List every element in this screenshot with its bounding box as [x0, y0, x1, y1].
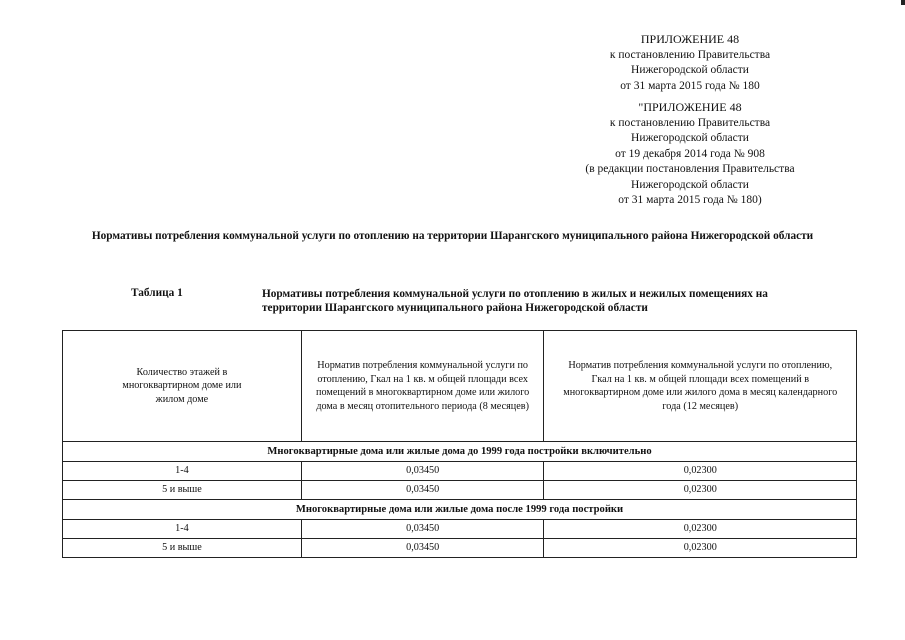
heating-period-cell: 0,03450: [301, 520, 544, 539]
header-line: Нижегородской области: [631, 64, 749, 76]
header-line: ПРИЛОЖЕНИЕ 48: [640, 32, 740, 46]
header-line: к постановлению Правительства: [609, 116, 771, 129]
header-line: от 31 марта 2015 года № 180): [618, 194, 762, 206]
norms-table: [62, 330, 857, 558]
table-header-row: [63, 331, 857, 442]
table-label: Таблица 1: [131, 287, 183, 299]
floors-cell: 1-4: [63, 462, 302, 481]
calendar-year-cell: 0,02300: [544, 520, 857, 539]
heating-period-cell: 0,03450: [301, 539, 544, 558]
header-line: от 19 декабря 2014 года № 908: [615, 147, 765, 160]
floors-cell: 5 и выше: [63, 539, 302, 558]
header-line: "ПРИЛОЖЕНИЕ 48: [638, 100, 742, 114]
floors-cell: 1-4: [63, 520, 302, 539]
calendar-year-cell: 0,02300: [544, 539, 857, 558]
floors-cell: 5 и выше: [63, 481, 302, 500]
header-line: (в редакции постановления Правительства: [585, 163, 795, 175]
table-row: [63, 520, 857, 539]
appendix-header: [560, 32, 820, 209]
header-line: Нижегородской области: [631, 132, 749, 144]
header-line: Нижегородской области: [631, 178, 749, 191]
scan-mark: [901, 0, 905, 5]
heating-period-cell: 0,03450: [301, 481, 544, 500]
document-title: Нормативы потребления коммунальной услуги по отоплению на территории Шарангского муниципального района Нижегородской области: [91, 230, 814, 242]
section-row: [63, 500, 857, 520]
table-row: [63, 539, 857, 558]
header-line: от 31 марта 2015 года № 180: [620, 79, 760, 92]
calendar-year-cell: 0,02300: [544, 481, 857, 500]
calendar-year-cell: 0,02300: [544, 462, 857, 481]
section-row: [63, 442, 857, 462]
header-floors: Количество этажей в многоквартирном доме или жилом доме: [63, 331, 302, 442]
header-line: к постановлению Правительства: [609, 48, 771, 61]
header-calendar-year: Норматив потребления коммунальной услуги по отоплению, Гкал на 1 кв. м общей площади всех помещений в многоквартирном доме или жилого дома в месяц календарного года (12 месяцев): [544, 331, 857, 442]
heating-period-cell: 0,03450: [301, 462, 544, 481]
section-title: Многоквартирные дома или жилые дома до 1999 года постройки включительно: [63, 442, 857, 462]
table-row: [63, 462, 857, 481]
header-heating-period: Норматив потребления коммунальной услуги по отоплению, Гкал на 1 кв. м общей площади всех помещений в многоквартирном доме или жилого дома в месяц отопительного периода (8 месяцев): [301, 331, 544, 442]
table-caption: Нормативы потребления коммунальной услуги по отоплению в жилых и нежилых помещениях на территории Шарангского муниципального района Нижегородской области: [262, 288, 768, 314]
section-title: Многоквартирные дома или жилые дома после 1999 года постройки: [63, 500, 857, 520]
table-row: [63, 481, 857, 500]
